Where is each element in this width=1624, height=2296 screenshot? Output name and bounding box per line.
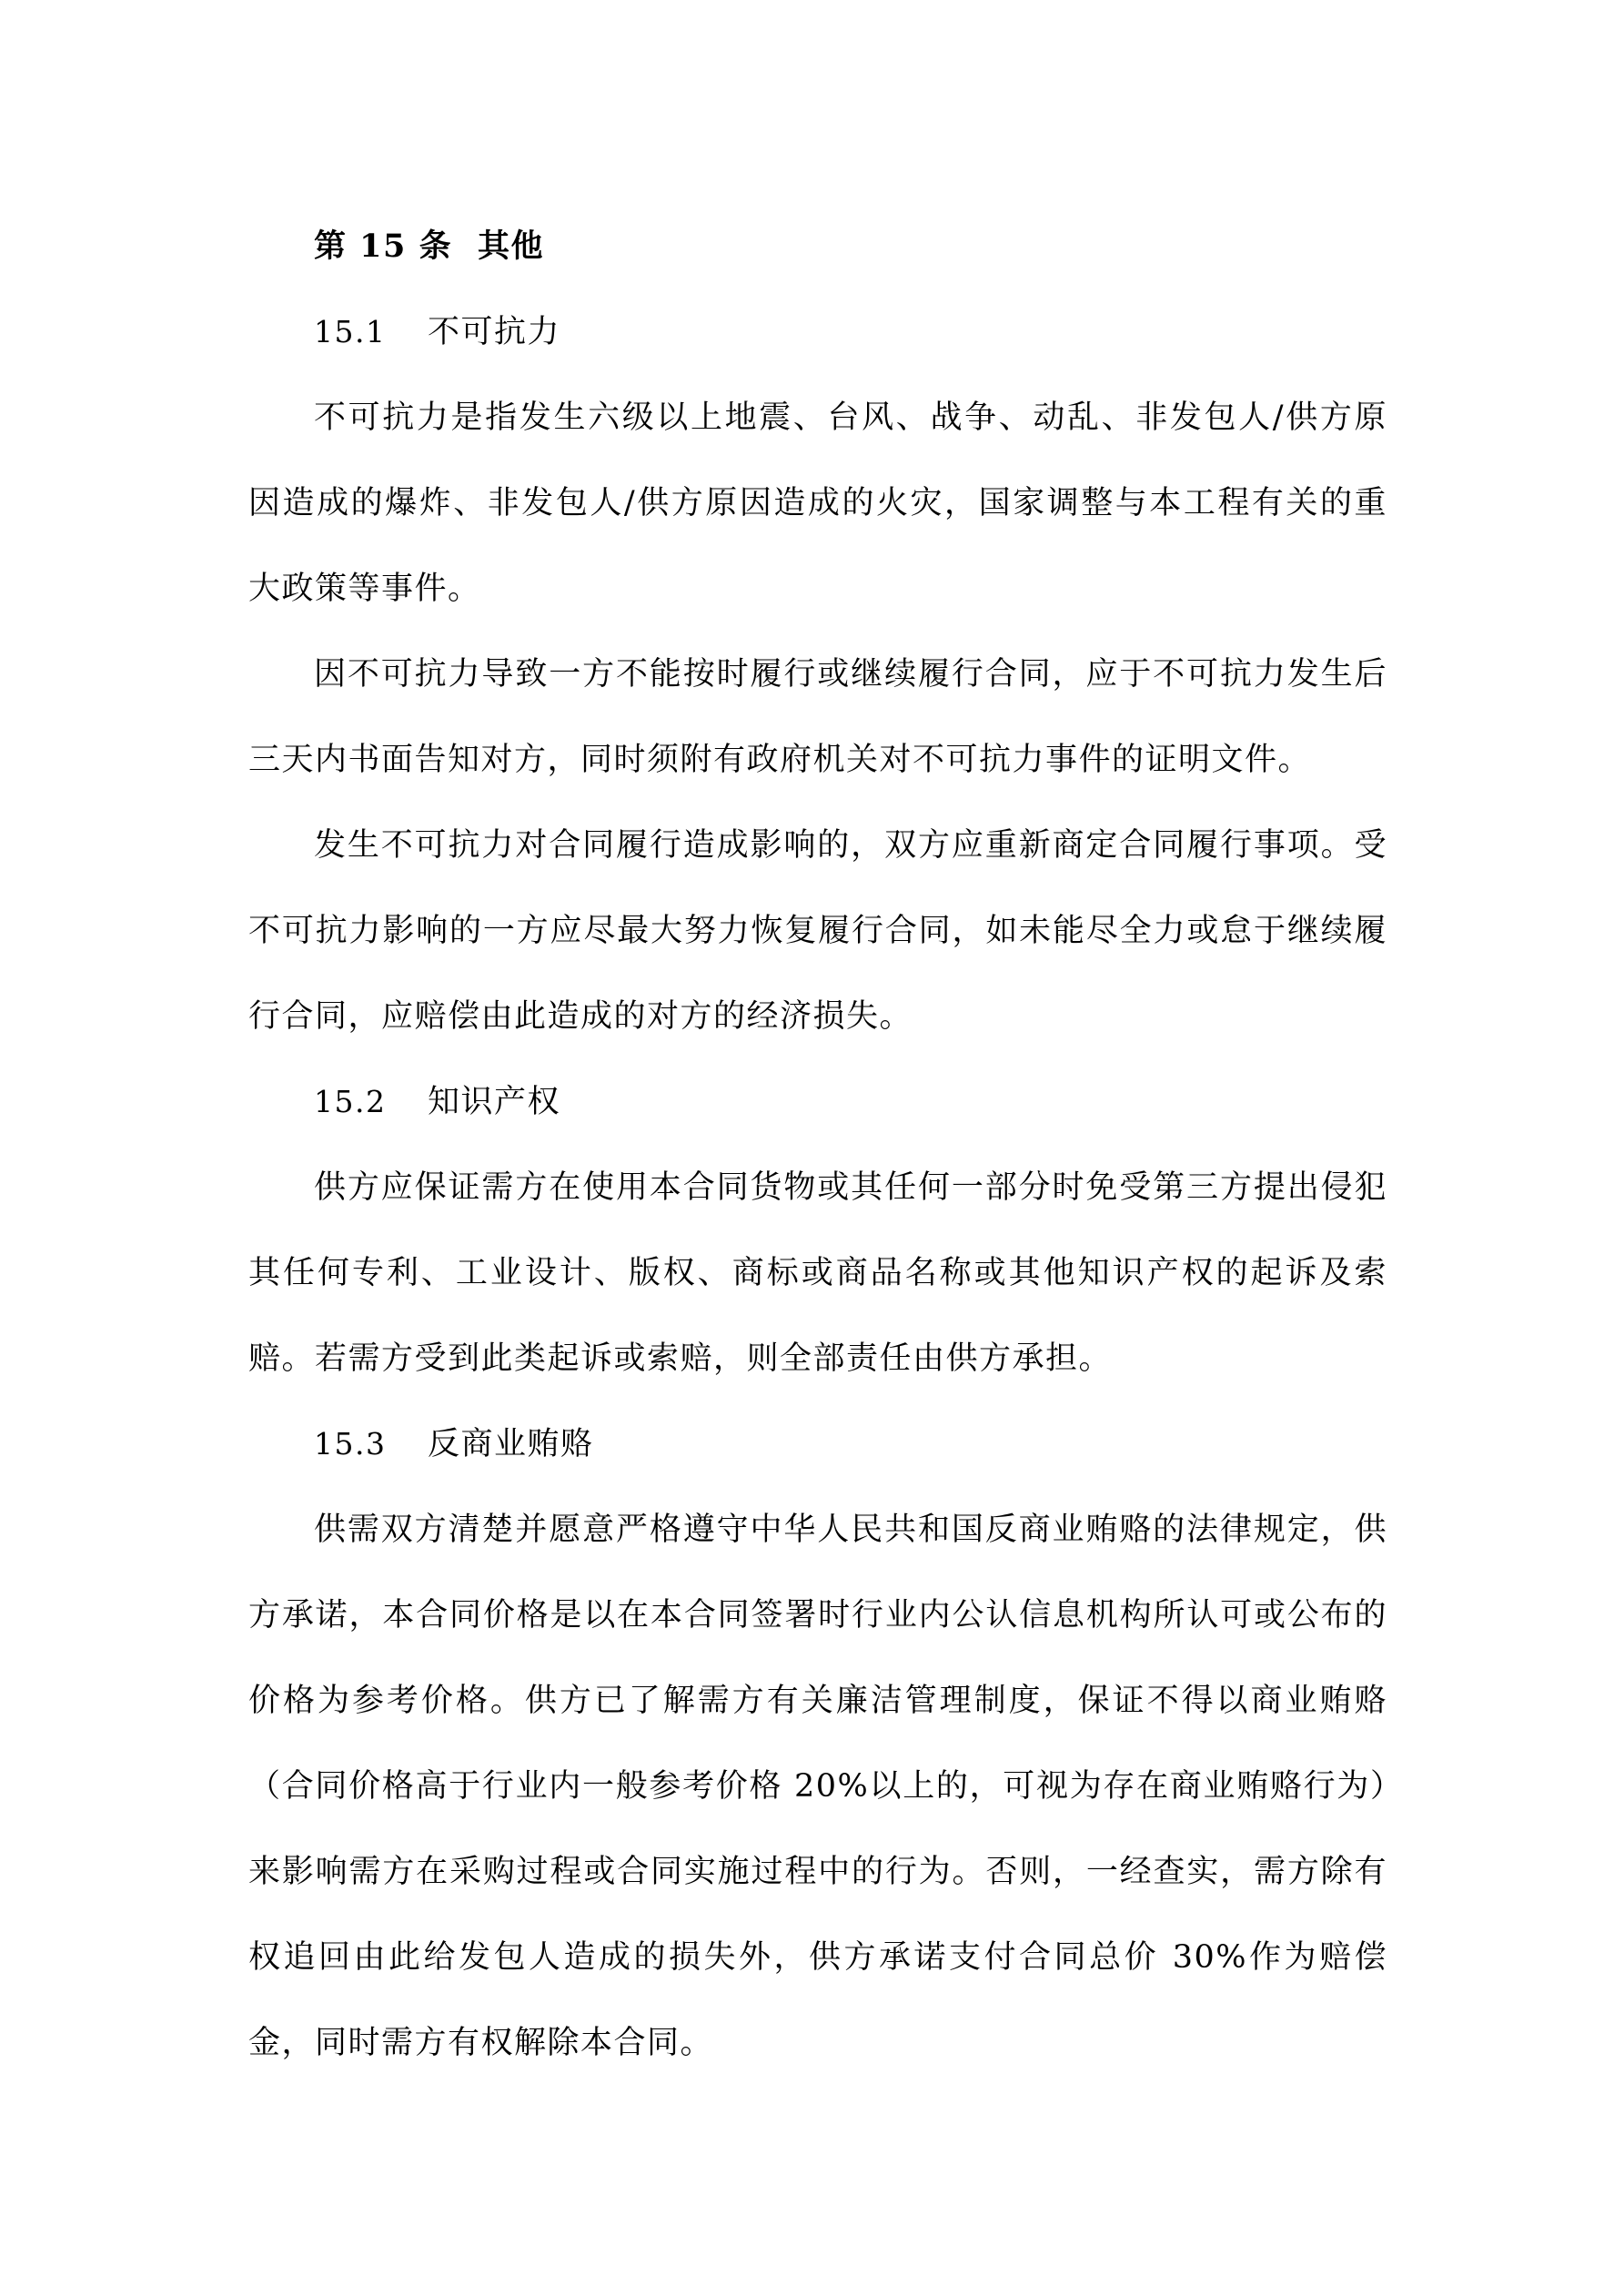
body-paragraph: 不可抗力是指发生六级以上地震、台风、战争、动乱、非发包人/供方原因造成的爆炸、非发包人/供方原因造成的火灾，国家调整与本工程有关的重大政策等事件。 xyxy=(248,400,1387,607)
body-paragraph: 因不可抗力导致一方不能按时履行或继续履行合同，应于不可抗力发生后三天内书面告知对方，同时须附有政府机关对不可抗力事件的证明文件。 xyxy=(248,656,1387,778)
document-page xyxy=(248,204,1387,2086)
article-number: 第 15 条 xyxy=(314,228,453,265)
section-number: 15.3 xyxy=(314,1426,387,1462)
section-heading-15-3 xyxy=(248,1401,1387,1487)
section-title: 不可抗力 xyxy=(428,314,561,350)
section-heading-15-1 xyxy=(248,289,1387,375)
article-title: 其他 xyxy=(478,228,545,265)
body-paragraph: 供方应保证需方在使用本合同货物或其任何一部分时免受第三方提出侵犯其任何专利、工业设计、版权、商标或商品名称或其他知识产权的起诉及索赔。若需方受到此类起诉或索赔，则全部责任由供方承担。 xyxy=(248,1169,1387,1377)
article-heading xyxy=(248,204,1387,289)
section-title: 知识产权 xyxy=(428,1084,561,1120)
body-paragraph: 发生不可抗力对合同履行造成影响的，双方应重新商定合同履行事项。受不可抗力影响的一方应尽最大努力恢复履行合同，如未能尽全力或怠于继续履行合同，应赔偿由此造成的对方的经济损失。 xyxy=(248,827,1387,1035)
section-title: 反商业贿赂 xyxy=(428,1426,594,1462)
section-heading-15-2 xyxy=(248,1059,1387,1145)
body-paragraph: 供需双方清楚并愿意严格遵守中华人民共和国反商业贿赂的法律规定，供方承诺，本合同价格是以在本合同签署时行业内公认信息机构所认可或公布的价格为参考价格。供方已了解需方有关廉洁管理制度，保证不得以商业贿赂（合同价格高于行业内一般参考价格 20%以上的，可视为存在商业贿赂行为）来影响需方在采购过程或合同实施过程中的行为。否则，一经查实，需方除有权追回由此给发包人造成的损失外，供方承诺支付合同总价 30%作为赔偿金，同时需方有权解除本合同。 xyxy=(248,1512,1387,2061)
section-number: 15.1 xyxy=(314,314,387,349)
section-number: 15.2 xyxy=(314,1084,387,1119)
